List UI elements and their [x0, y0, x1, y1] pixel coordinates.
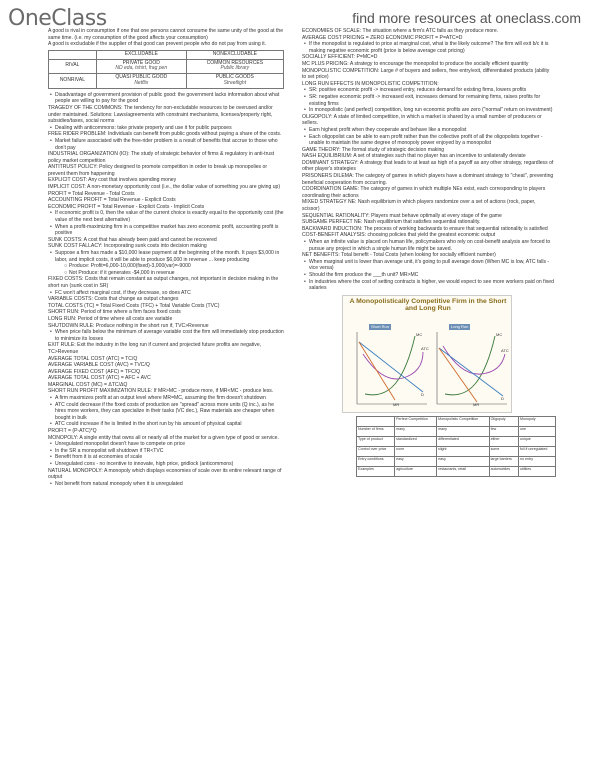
table-row [357, 446, 556, 456]
note-line: AVERAGE FIXED COST (AFC) = TFC/Q [48, 368, 141, 375]
comparison-row-label: Examples [357, 466, 395, 476]
bullet-item: • Not benefit from natural monopoly when it is unregulated [55, 481, 284, 488]
bullet-item: • In industries where the cost of setting contracts is higher, we would expect to see more workers paid on fixed salaries [309, 279, 554, 292]
note-line: AVERAGE COST PRICING = ZERO ECONOMIC PROFIT = P=ATC=D [302, 34, 463, 41]
note-line: ACCOUNTING PROFIT = Total Revenue - Explicit Costs [48, 197, 176, 204]
note-line: NASH EQUILIBRIUM: A set of strategies such that no player has an incentive to unilaterally deviate [302, 153, 526, 160]
comparison-cell: standardized [395, 436, 437, 446]
note-line: MONOPOLISTIC COMPETITION: Large # of buyers and sellers, free entry/exit, differentiated products (ability to set price) [302, 67, 550, 81]
mc-curve [445, 336, 495, 395]
atc-curve [363, 352, 423, 379]
curve-label: MC [416, 331, 423, 337]
oneclass-logo[interactable]: OneClass [8, 6, 107, 31]
comparison-cell: none [395, 446, 437, 456]
note-line: LONG RUN: Period of time where all costs are variable [48, 315, 173, 322]
goods-cell: PUBLIC GOODS Streetlight [186, 74, 283, 89]
comparison-row-label: Number of firms [357, 426, 395, 436]
goods-cell: COMMON RESOURCES Public library [186, 59, 283, 74]
monopolistic-competition-figure [342, 295, 512, 413]
comparison-cell: easy [437, 456, 489, 466]
demand-curve [439, 348, 503, 396]
note-line: MC PLUS PRICING: A strategy to encourage the monopolist to produce the socially efficient quantity [302, 60, 529, 67]
bullet-item: • If economic profit is 0, then the value of the current choice is exactly equal to the opportunity cost (the value of the next best alternative) [55, 210, 284, 223]
note-line: SEQUENTIAL RATIONALITY: Players must behave optimally at every stage of the game [302, 212, 502, 219]
bullet-item: • If the monopolist is regulated to price at marginal cost, what is the likely outcome? The firm will exit b/c it is making negative economic profit (price is below average cost pricing) [309, 41, 554, 54]
bullet-item: • When an infinite value is placed on human life, policymakers who rely on cost-benefit analysis are forced to pursue any project in which a single human life might be saved. [309, 239, 554, 252]
note-line: PRISONERS DILEMA: The category of games in which players have a dominant strategy to "cheat", preventing beneficial cooperation from occurring. [302, 173, 554, 186]
market-structure-comparison-table [356, 416, 556, 477]
panel-label-long-run: Long Run [451, 323, 469, 329]
bullet-item: • Disadvantage of government provision of public good: the government lacks information about what people are willing to pay for the good [55, 92, 284, 105]
bullet-item: • FC won't affect marginal cost, if they decrease, so does ATC [55, 290, 284, 297]
comparison-cell: unique [519, 436, 556, 446]
bullet-item: • When marginal unit is lower than average unit, it's going to pull average down (When MC is low, ATC falls - vice versa) [309, 259, 554, 272]
bullet-item: • Benefit from it is at economies of scale [55, 454, 284, 461]
intro-definitions [48, 28, 284, 48]
atc-curve [443, 346, 505, 374]
mc-curve [365, 336, 415, 395]
comparison-header: Perfect Competition [395, 416, 437, 426]
note-line: COORDINATION GAME: The category of games in which multiple NEs exist, each corresponding to players coordinating their actions [302, 186, 546, 199]
comparison-cell: many [437, 426, 489, 436]
note-line: SUNK COSTS: A cost that has already been paid and cannot be recovered [48, 236, 217, 243]
bullet-item: • Earn highest profit when they cooperate and behave like a monopolist [309, 127, 554, 134]
note-line: GAME THEORY: The formal study of strategic decision making [302, 146, 445, 153]
comparison-header: Monopoly [519, 416, 556, 426]
bullet-item: • Suppose a firm has made a $10,000 lease payment at the beginning of the month. It pays $3,000 in labor, and implicit costs, it will be able to produce $6,000 in revenue ... keep producing [55, 250, 284, 263]
note-line: FREE RIDER PROBLEM: Individuals can benefit from public goods without paying a share of the costs. [48, 131, 282, 138]
demand-curve [359, 342, 423, 392]
table-row [357, 426, 556, 436]
table-row [357, 436, 556, 446]
panel-label-short-run: Short Run [371, 323, 390, 329]
note-line: DOMINANT STRATEGY: A strategy that leads to at least as high of a payoff as any other strategy, regardless of other player's strategies [302, 159, 554, 173]
left-column [48, 28, 284, 487]
notes-list-right [302, 28, 554, 292]
long-run-panel [437, 332, 509, 407]
note-line: ECONOMIES OF SCALE: The situation where a firm's ATC falls as they produce more. [302, 28, 499, 34]
comparison-row-label: Control over price [357, 446, 395, 456]
comparison-cell: automobiles [489, 466, 518, 476]
curve-label: ATC [421, 345, 429, 351]
bullet-item: • Unregulated monopolist doesn't have to compete on price [55, 441, 284, 448]
comparison-cell: restaurants, retail [437, 466, 489, 476]
note-line: MIXED STRATEGY NE: Nash equilibrium in which players randomize over a set of actions (rock, paper, scissor) [302, 199, 536, 213]
bullet-item: • Each oligopolist can be able to earn profit rather than the collective profit of all the oligopolists together - unable to maintain the same degree of monopoly power enjoyed by a monopolist [309, 134, 554, 147]
comparison-cell: large barriers [489, 456, 518, 466]
goods-classification-table [48, 50, 284, 89]
comparison-header: Monopolistic Competition [437, 416, 489, 426]
comparison-cell: few [489, 426, 518, 436]
bullet-item: • Should the firm produce the ___th unit? MR>MC [309, 272, 554, 279]
note-line: NATURAL MONOPOLY: A monopoly which displays economies of scale over its entire relevant range of output [48, 467, 282, 481]
comparison-cell: some [489, 446, 518, 456]
curve-label: MR [393, 401, 400, 407]
note-line: EXIT RULE: Exit the industry in the long run if current and projected future profits are negative, TC>Revenue [48, 342, 262, 355]
resources-link[interactable]: find more resources at oneclass.com [352, 10, 581, 26]
note-line: COST-BENEFIT ANALYSIS: choosing policies that yield the greatest economic output [302, 232, 496, 239]
notes-list-left [48, 92, 284, 488]
comparison-cell: agriculture [395, 466, 437, 476]
note-line: SHORT RUN PROFIT MAXIMIZATION RULE: If MR>MC - produce more, if MR<MC - produce less. [48, 388, 274, 395]
note-line: IMPLICIT COST: A non-monetary opportunity cost (i.e., the dollar value of something you are giving up) [48, 184, 281, 191]
curve-label: MC [496, 331, 503, 337]
right-column [302, 28, 554, 477]
bullet-item: • When price falls below the minimum of average variable cost the firm will immediately stop production to minimize its losses [55, 329, 284, 342]
note-line: AVERAGE TOTAL COST (ATC) = TC/Q [48, 355, 138, 362]
comparison-cell: easy [395, 456, 437, 466]
bullet-item: • SR: positive economic profit -> increased entry, reduces demand for existing firms, lowers profits [309, 87, 554, 94]
note-line: AVERAGE TOTAL COST (ATC) = AFC + AVC [48, 375, 151, 382]
goods-table-corner [49, 50, 97, 59]
goods-cell: PRIVATE GOOD ND eda, tshirt, frag pen [96, 59, 186, 74]
note-line: AVERAGE VARIABLE COST (AVC) = TVC/Q [48, 362, 150, 369]
comparison-cell: utilities [519, 466, 556, 476]
bullet-item: • A firm maximizes profit at an output level where MR=MC, assuming the firm doesn't shutdown [55, 395, 284, 402]
bullet-item: ○ Produce: Profit=6,000-10,000(fixed)-3,000(var)=-9000 [64, 263, 284, 270]
bullet-item: • In the SR a monopolist will shutdown if TR<TVC [55, 448, 284, 455]
curve-label: ATC [501, 347, 509, 353]
comparison-cell: differentiated [437, 436, 489, 446]
note-line: PROFIT = (P-ATC)*Q [48, 428, 97, 435]
note-line: ECONOMIC PROFIT = Total Revenue - Explicit Costs - Implicit Costs [48, 203, 205, 210]
note-line: MONOPOLY: A single entity that owns all or nearly all of the market for a given type of good or service. [48, 434, 279, 441]
goods-table-header: NONEXCLUDABLE [186, 50, 283, 59]
note-line: OLIGOPOLY: A state of limited competition, in which a market is shared by a small number of producers or sellers. [302, 113, 542, 127]
bullet-item: • Market failure associated with the free-rider problem is a result of benefits that accrue to those who don't pay [55, 138, 284, 151]
definition-line: A good is rival in consumption if one that one persons cannot consume the same unity of the good at the same time. (i.e. my consumption of the good affects your consumption) [48, 28, 284, 41]
note-line: SHUTDOWN RULE: Produce nothing in the short run if, TVC>Revenue [48, 322, 209, 329]
note-line: LONG RUN EFFECTS IN MONOPOLISTIC COMPETITION: [302, 80, 439, 87]
comparison-cell: many [395, 426, 437, 436]
comparison-cell: one [519, 426, 556, 436]
short-run-panel [357, 332, 429, 407]
comparison-cell: no entry [519, 456, 556, 466]
mr-curve [359, 342, 395, 400]
bullet-item: ○ Not Produce: if it generates -$4,000 in revenue [64, 270, 284, 277]
bullet-item: • In monopolistic (and perfect) competition, long run economic profits are zero ("normal" return on investment) [309, 107, 554, 114]
bullet-item: • ATC could increase if he is limited in the short run by his amount of physical capital [55, 421, 284, 428]
comparison-header [357, 416, 395, 426]
curve-label: MR [473, 401, 480, 407]
note-line: SHORT RUN: Period of time where a firm faces fixed costs [48, 309, 181, 316]
definition-line: A good is excludable if the supplier of that good can prevent people who do not pay from using it. [48, 41, 267, 48]
bullet-item: • Dealing with anticommons: take private property and use it for public purposes [55, 125, 284, 132]
note-line: SOCIALLY EFFICIENT: P=MC=D [302, 54, 378, 61]
goods-row-label: RIVAL [49, 59, 97, 74]
table-row [357, 466, 556, 476]
note-line: ANTITRUST POLICY: Policy designed to promote competition in order to break up monopolies or prevent them from happening [48, 164, 268, 177]
note-line: BACKWARD INDUCTION: The process of working backwards to ensure that sequential rationality is satisfied [302, 225, 548, 232]
comparison-cell: full if unregulated [519, 446, 556, 456]
curve-label: D [501, 395, 504, 401]
curve-label: D [421, 391, 424, 397]
note-line: EXPLICIT COST: Any cost that involves spending money [48, 177, 177, 184]
bullet-item: • Unregulated cons - no incentive to innovate, high price, gridlock (anticommons) [55, 461, 284, 468]
note-line: TRAGEDY OF THE COMMONS: The tendency for non-excludable resources to be overused and/or under maintained. Solutions: Laws/agreements with constraint mechanisms, licenses/property right, subsidies/taxes, social norms [48, 104, 273, 125]
bullet-item: • SR: negative economic profit -> increased exit, increases demand for remaining firms, raises profits for existing firms [309, 94, 554, 107]
comparison-row-label: Type of product [357, 436, 395, 446]
note-line: PROFIT = Total Revenue - Total Costs [48, 190, 135, 197]
note-line: FIXED COSTS: Costs that remain constant as output changes, not important in decision making in the short run (sunk cost in SR) [48, 276, 279, 289]
comparison-row-label: Entry conditions [357, 456, 395, 466]
figure-graphic [343, 296, 513, 414]
note-line: VARIABLE COSTS: Costs that change as output changes [48, 296, 179, 303]
figure-title: A Monopolistically Competitive Firm in the Short and Long Run [349, 297, 507, 313]
note-line: SUBGAME PERFECT NE: Nash equilibrium that satisfies sequential rationality. [302, 219, 481, 226]
comparison-cell: slight [437, 446, 489, 456]
comparison-header: Oligopoly [489, 416, 518, 426]
goods-row-label: NONRIVAL [49, 74, 97, 89]
note-line: MARGINAL COST (MC) = ΔTC/ΔQ [48, 381, 128, 388]
bullet-item: • ATC could decrease if the fixed costs of production are "spread" across more units (Q inc.), as he hires more workers, they can specialize in their tasks (VC dec.), Raw materials are cheaper when bought in bulk [55, 402, 284, 422]
note-line: NET BENEFITS: Total benefit - Total Costs (when looking for socially efficient number) [302, 252, 496, 259]
bullet-item: • When a profit-maximizing firm in a competitive market has zero economic profit, accounting profit is positive [55, 224, 284, 237]
goods-table-header: EXCLUDABLE [96, 50, 186, 59]
note-line: INDUSTRIAL ORGANIZATION (IO): The study of strategic behavior of firms & regulatory in anti-trust policy market competition [48, 151, 275, 164]
goods-cell: QUASI PUBLIC GOOD Netflix [96, 74, 186, 89]
comparison-cell: either [489, 436, 518, 446]
note-line: TOTAL COSTS (TC) = Total Fixed Costs (TFC) + Total Variable Costs (TVC) [48, 302, 220, 309]
mr-curve [439, 348, 477, 402]
table-row [357, 456, 556, 466]
note-line: SUNK COST FALLACY: Incorporating sunk costs into decision making [48, 243, 207, 250]
